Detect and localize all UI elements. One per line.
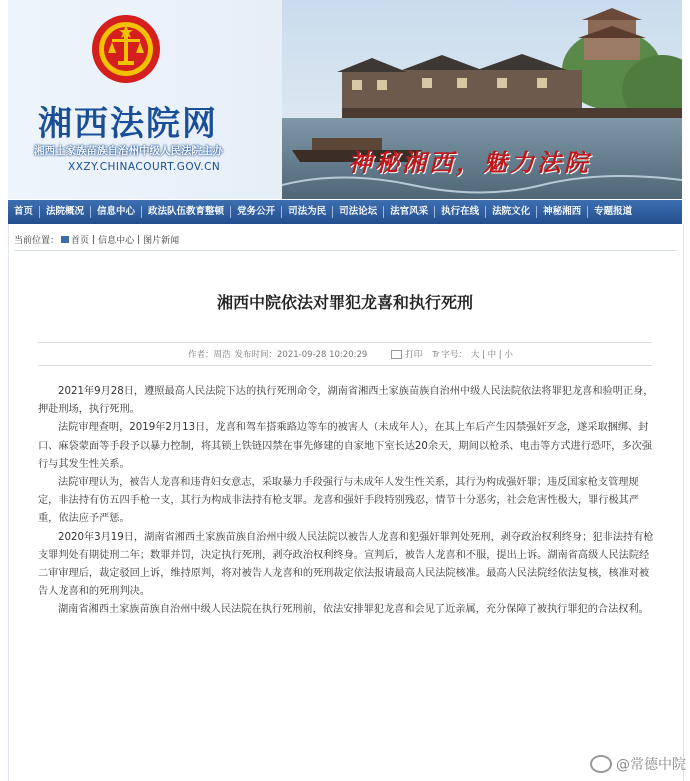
article-meta bbox=[188, 348, 517, 360]
article-title: 湘西中院依法对罪犯龙喜和执行死刑 bbox=[216, 293, 473, 312]
meta-bottom-divider bbox=[38, 365, 652, 366]
nav-item-mysterious-xiangxi[interactable]: 神秘湘西 bbox=[543, 206, 582, 217]
print-link[interactable]: 打印 bbox=[405, 350, 423, 360]
nav-item-info-center[interactable]: 信息中心 bbox=[97, 206, 136, 217]
site-title: 湘西法院网 bbox=[38, 104, 218, 144]
nav-item-team-education[interactable]: 政法队伍教育整顿 bbox=[148, 206, 225, 217]
site-url: XXZY.CHINACOURT.GOV.CN bbox=[68, 161, 221, 173]
breadcrumb-separator: | bbox=[137, 234, 141, 245]
article-paragraph: 2021年9月28日，遵照最高人民法院下达的执行死刑命令，湖南省湘西土家族苗族自治州中级人民法院依法将罪犯龙喜和验明正身，押赴刑场，执行死刑。 bbox=[38, 386, 654, 416]
site-header-banner bbox=[8, 0, 682, 199]
nav-item-judicial-forum[interactable]: 司法论坛 bbox=[339, 206, 378, 217]
article-paragraph: 湖南省湘西土家族苗族自治州中级人民法院在执行死刑前，依法安排罪犯龙喜和会见了近亲属，充分保障了被执行罪犯的合法权利。 bbox=[58, 604, 649, 616]
nav-item-justice-for-people[interactable]: 司法为民 bbox=[288, 206, 327, 217]
breadcrumb bbox=[14, 233, 179, 246]
site-subtitle: 湘西土家族苗族自治州中级人民法院主办 bbox=[34, 145, 223, 157]
breadcrumb-photo-news-link[interactable]: 图片新闻 bbox=[143, 236, 180, 246]
print-icon[interactable] bbox=[391, 350, 402, 359]
watermark-text: @常德中院 bbox=[616, 757, 686, 773]
nav-item-special-reports[interactable]: 专题报道 bbox=[594, 206, 633, 217]
article-paragraph: 法院审理认为，被告人龙喜和违背妇女意志，采取暴力手段强行与未成年人发生性关系，其行为构成强奸罪；违反国家枪支管理规定，非法持有仿五四手枪一支，其行为构成非法持有枪支罪。龙喜和强奸手段特别残忍，情节十分恶劣，社会危害性极大，罪行极其严重，依法应予严惩。 bbox=[38, 477, 640, 525]
nav-item-enforcement-online[interactable]: 执行在线 bbox=[441, 206, 480, 217]
weibo-watermark bbox=[590, 754, 686, 774]
breadcrumb-separator: | bbox=[92, 234, 96, 245]
font-size-icon: Tr bbox=[432, 349, 440, 359]
banner-slogan: 神秘湘西，魅力法院 bbox=[348, 148, 591, 177]
nav-item-home[interactable]: 首页 bbox=[14, 206, 34, 217]
article-publish-time: 发布时间：2021-09-28 10:20:29 bbox=[234, 350, 368, 360]
main-navigation bbox=[8, 200, 682, 224]
breadcrumb-info-center-link[interactable]: 信息中心 bbox=[98, 236, 135, 246]
weibo-icon bbox=[590, 755, 612, 773]
nav-item-judge-style[interactable]: 法官风采 bbox=[390, 206, 429, 217]
nav-item-party-affairs[interactable]: 党务公开 bbox=[237, 206, 276, 217]
font-size-label: 字号： bbox=[441, 350, 467, 360]
court-emblem-logo bbox=[90, 13, 162, 85]
breadcrumb-divider bbox=[14, 250, 676, 251]
home-icon bbox=[61, 236, 69, 243]
article-paragraph: 2020年3月19日，湖南省湘西土家族苗族自治州中级人民法院以被告人龙喜和犯强奸罪判处死刑，剥夺政治权利终身；犯非法持有枪支罪判处有期徒刑二年；数罪并罚，决定执行死刑，剥夺政治权利终身。宣判后，被告人龙喜和不服，提出上诉。湖南省高级人民法院经二审审理后，裁定驳回上诉，维持原判，将对被告人龙喜和的死刑裁定依法报请最高人民法院核准。最高人民法院经依法复核，核准对被告人龙喜和的死刑判决。 bbox=[38, 531, 654, 598]
meta-top-divider bbox=[38, 342, 652, 343]
font-size-options[interactable]: 大 | 中 | 小 bbox=[470, 350, 513, 360]
article-body bbox=[38, 383, 656, 620]
nav-item-court-overview[interactable]: 法院概况 bbox=[46, 206, 85, 217]
breadcrumb-home-link[interactable]: 首页 bbox=[71, 236, 90, 246]
nav-item-court-culture[interactable]: 法院文化 bbox=[492, 206, 531, 217]
breadcrumb-prefix: 当前位置： bbox=[14, 236, 60, 246]
article-paragraph: 法院审理查明，2019年2月13日，龙喜和驾车搭乘路边等车的被害人（未成年人），在其上车后产生囚禁强奸歹念，遂采取捆绑、封口、麻袋蒙面等手段予以暴力控制，将其锁上铁链囚禁在事先修建的自家地下室长达20余天，期间以枪杀、电击等方式进行恐吓，多次强行与其发生性关系。 bbox=[38, 422, 653, 470]
article-author: 作者：周浩 bbox=[188, 350, 231, 360]
